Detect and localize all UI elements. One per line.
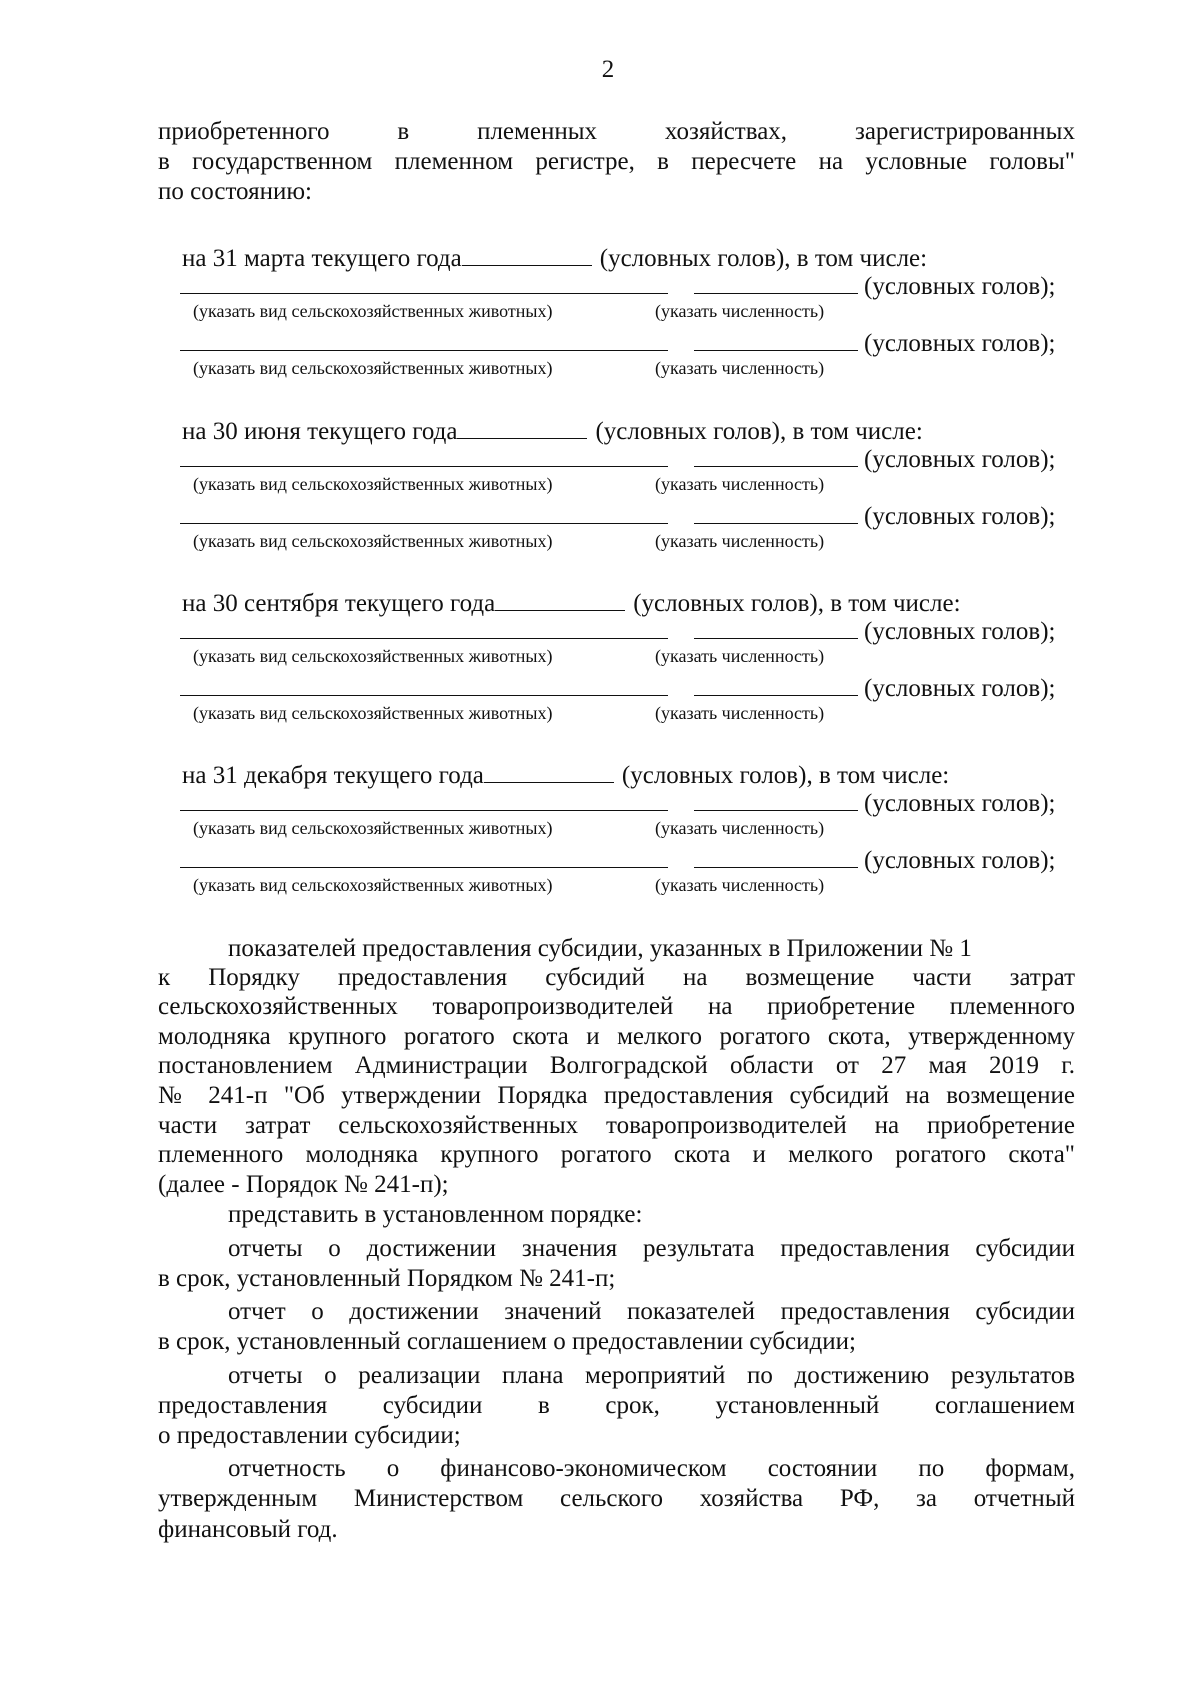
intro-word: приобретенного [158,118,330,145]
specify-count-caption: (указать численность) [655,818,825,838]
specify-count-caption: (указать численность) [655,358,825,378]
body-line: финансовый год. [158,1516,338,1543]
body-line: представить в установленном порядке: [228,1201,643,1228]
animal-type-blank[interactable] [180,466,668,467]
animal-type-blank[interactable] [180,695,668,696]
date-suffix: (условных голов), в том числе: [599,245,928,272]
specify-count-caption: (указать численность) [655,646,825,666]
count-blank[interactable] [694,350,858,351]
intro-word: зарегистрированных [854,118,1075,145]
date-suffix: (условных голов), в том числе: [621,762,950,789]
conditional-heads-label: (условных голов); [864,790,1056,817]
count-blank[interactable] [694,638,858,639]
date-header [182,590,961,618]
conditional-heads-label: (условных голов); [864,273,1056,300]
count-blank[interactable] [694,695,858,696]
total-heads-blank[interactable] [462,245,592,266]
date-label: на 30 сентября текущего года [182,590,496,617]
count-blank[interactable] [694,523,858,524]
body-line: утвержденным Министерством сельского хозяйства РФ, за отчетный [158,1485,1075,1512]
body-line: отчеты о достижении значения результата предоставления субсидии [228,1235,1075,1262]
date-label: на 31 декабря текущего года [182,762,484,789]
conditional-heads-label: (условных голов); [864,675,1056,702]
intro-word: в [397,118,410,145]
count-blank[interactable] [694,810,858,811]
body-line: отчетность о финансово-экономическом состоянии по формам, [228,1455,1075,1482]
specify-animal-caption: (указать вид сельскохозяйственных животных) [193,301,553,321]
specify-count-caption: (указать численность) [655,703,825,723]
intro-line-3: по состоянию: [158,178,312,205]
body-line: части затрат сельскохозяйственных товаропроизводителей на приобретение [158,1112,1075,1139]
date-label: на 30 июня текущего года [182,418,458,445]
animal-type-blank[interactable] [180,638,668,639]
conditional-heads-label: (условных голов); [864,330,1056,357]
body-line: о предоставлении субсидии; [158,1422,461,1449]
body-line: постановлением Администрации Волгоградской области от 27 мая 2019 г. [158,1052,1075,1079]
conditional-heads-label: (условных голов); [864,446,1056,473]
body-line: показателей предоставления субсидии, указанных в Приложении № 1 [228,935,972,962]
body-line: к Порядку предоставления субсидий на возмещение части затрат [158,964,1075,991]
specify-animal-caption: (указать вид сельскохозяйственных животных) [193,818,553,838]
total-heads-blank[interactable] [484,762,614,783]
body-line: предоставления субсидии в срок, установленный соглашением [158,1392,1075,1419]
specify-animal-caption: (указать вид сельскохозяйственных животных) [193,531,553,551]
count-blank[interactable] [694,293,858,294]
specify-animal-caption: (указать вид сельскохозяйственных животных) [193,703,553,723]
count-blank[interactable] [694,867,858,868]
total-heads-blank[interactable] [495,590,625,611]
body-line: (далее - Порядок № 241-п); [158,1171,449,1198]
specify-count-caption: (указать численность) [655,875,825,895]
animal-type-blank[interactable] [180,350,668,351]
body-line: сельскохозяйственных товаропроизводителей на приобретение племенного [158,993,1075,1020]
specify-animal-caption: (указать вид сельскохозяйственных животных) [193,646,553,666]
date-suffix: (условных голов), в том числе: [595,418,923,445]
conditional-heads-label: (условных голов); [864,847,1056,874]
page-number: 2 [601,56,615,83]
body-line: в срок, установленный Порядком № 241-п; [158,1265,616,1292]
specify-count-caption: (указать численность) [655,531,825,551]
specify-animal-caption: (указать вид сельскохозяйственных животных) [193,474,553,494]
intro-line-2: в государственном племенном регистре, в пересчете на условные головы" [158,148,1075,175]
intro-word: племенных [477,118,597,145]
body-line: молодняка крупного рогатого скота и мелкого рогатого скота, утвержденному [158,1023,1075,1050]
body-line: отчеты о реализации плана мероприятий по достижению результатов [228,1362,1075,1389]
body-line: племенного молодняка крупного рогатого скота и мелкого рогатого скота" [158,1141,1075,1168]
body-line: в срок, установленный соглашением о предоставлении субсидии; [158,1328,856,1355]
intro-word: хозяйствах, [664,118,788,145]
animal-type-blank[interactable] [180,867,668,868]
conditional-heads-label: (условных голов); [864,618,1056,645]
body-line: отчет о достижении значений показателей предоставления субсидии [228,1298,1075,1325]
date-header [182,762,949,790]
specify-animal-caption: (указать вид сельскохозяйственных животных) [193,358,553,378]
date-header [182,418,923,446]
animal-type-blank[interactable] [180,293,668,294]
intro-line-1 [158,118,1075,146]
specify-count-caption: (указать численность) [655,301,825,321]
total-heads-blank[interactable] [457,418,587,439]
specify-animal-caption: (указать вид сельскохозяйственных животных) [193,875,553,895]
date-suffix: (условных голов), в том числе: [633,590,961,617]
count-blank[interactable] [694,466,858,467]
body-line: № 241-п "Об утверждении Порядка предоставления субсидий на возмещение [158,1082,1075,1109]
specify-count-caption: (указать численность) [655,474,825,494]
conditional-heads-label: (условных голов); [864,503,1056,530]
animal-type-blank[interactable] [180,810,668,811]
animal-type-blank[interactable] [180,523,668,524]
date-header [182,245,927,273]
date-label: на 31 марта текущего года [182,245,462,272]
